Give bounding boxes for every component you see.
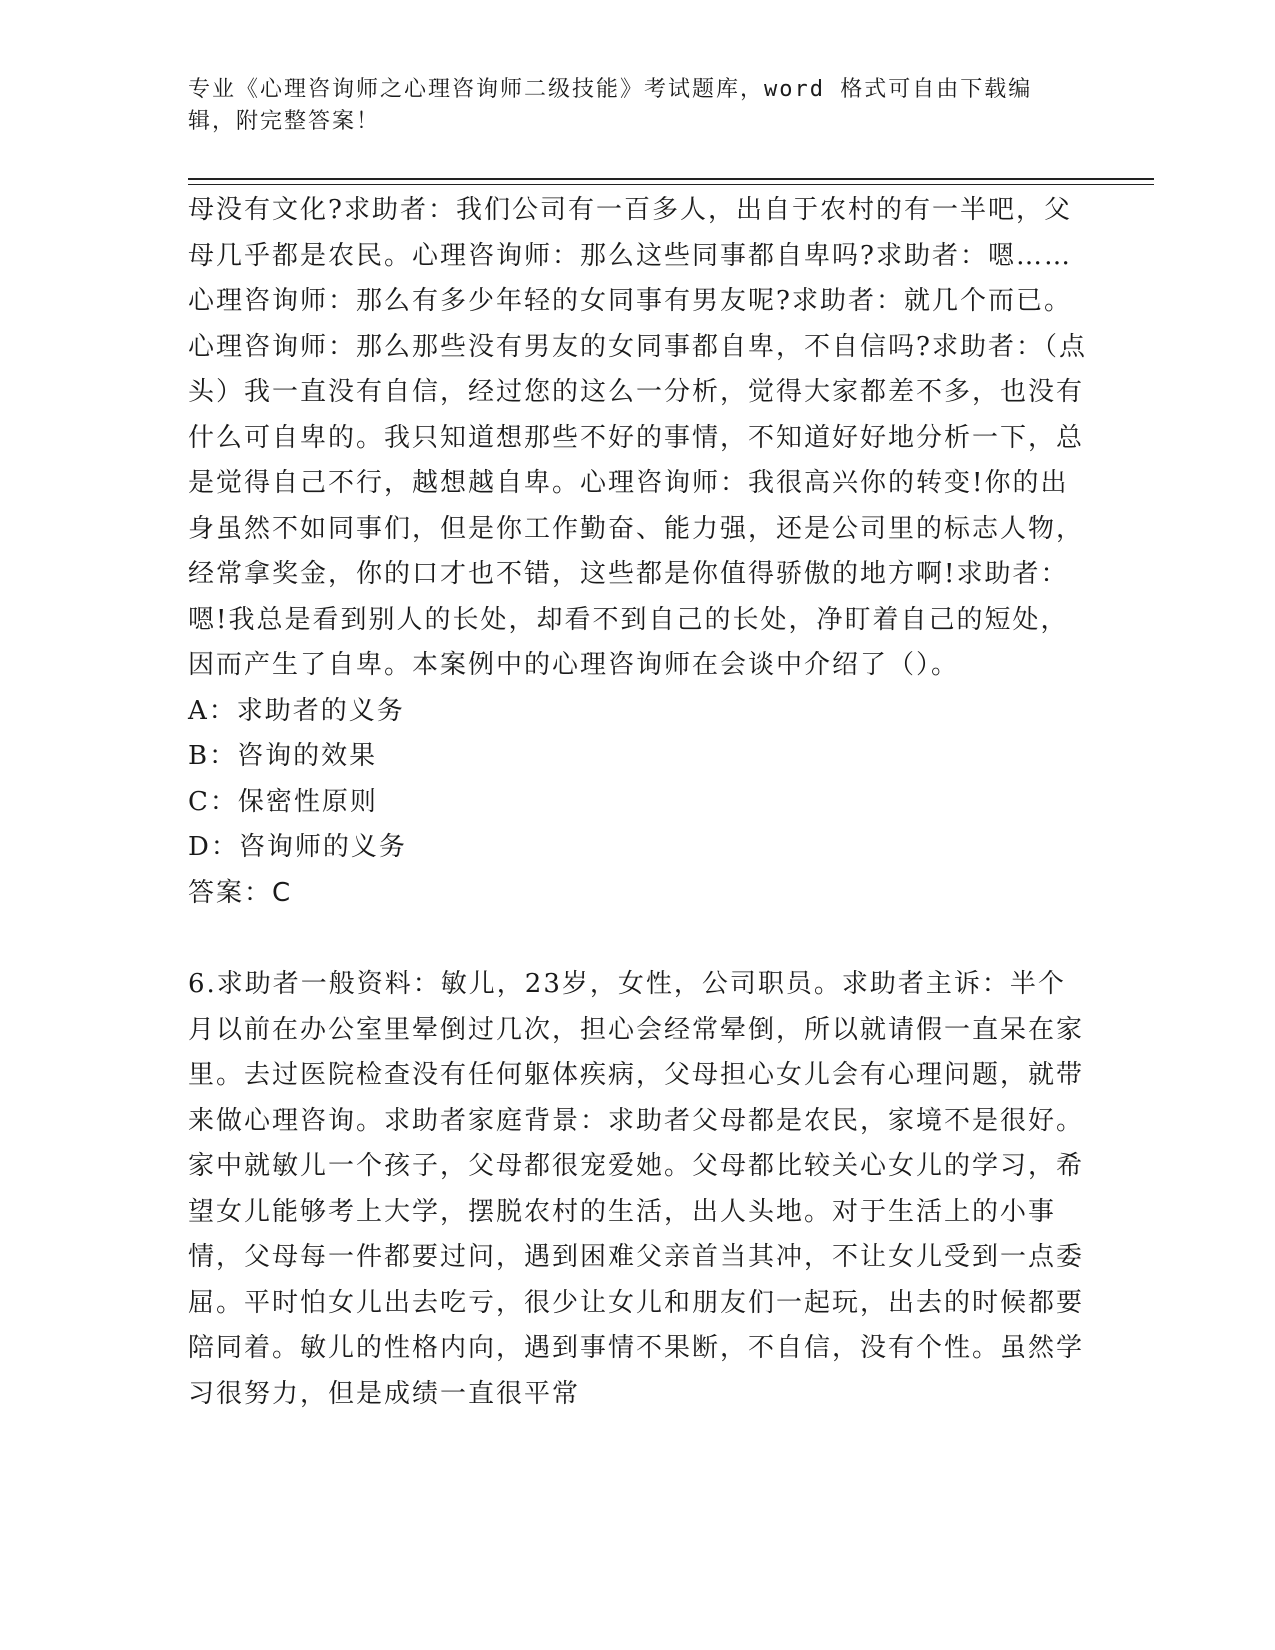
header-divider-thick — [188, 178, 1154, 180]
option-a: A：求助者的义务 — [188, 695, 405, 726]
option-d: D：咨询师的义务 — [188, 832, 407, 862]
document-body — [188, 188, 1088, 1417]
answer-line: 答案：C — [188, 877, 293, 908]
page-header: 专业《心理咨询师之心理咨询师二级技能》考试题库，word 格式可自由下载编辑，附完整答案！ — [188, 77, 1033, 134]
option-c: C：保密性原则 — [188, 786, 378, 817]
header-divider-thin — [188, 184, 1154, 185]
option-b: B：咨询的效果 — [188, 741, 378, 771]
question-5-continuation: 母没有文化?求助者：我们公司有一百多人，出自于农村的有一半吧，父母几乎都是农民。心理咨询师：那么这些同事都自卑吗?求助者：嗯……心理咨询师：那么有多少年轻的女同事有男友呢?求助者：就几个而已。心理咨询师：那么那些没有男友的女同事都自卑，不自信吗?求助者：（点头）我一直没有自信，经过您的这么一分析，觉得大家都差不多，也没有什么可自卑的。我只知道想那些不好的事情，不知道好好地分析一下，总是觉得自己不行，越想越自卑。心理咨询师：我很高兴你的转变!你的出身虽然不如同事们，但是你工作勤奋、能力强，还是公司里的标志人物，经常拿奖金，你的口才也不错，这些都是你值得骄傲的地方啊!求助者：嗯!我总是看到别人的长处，却看不到自己的长处，净盯着自己的短处，因而产生了自卑。本案例中的心理咨询师在会谈中介绍了（）。 — [188, 195, 1087, 680]
section-gap — [188, 916, 1088, 962]
question-6-text: 6.求助者一般资料：敏儿，23岁，女性，公司职员。求助者主诉：半个月以前在办公室里晕倒过几次，担心会经常晕倒，所以就请假一直呆在家里。去过医院检查没有任何躯体疾病，父母担心女儿会有心理问题，就带来做心理咨询。求助者家庭背景：求助者父母都是农民，家境不是很好。家中就敏儿一个孩子，父母都很宠爱她。父母都比较关心女儿的学习，希望女儿能够考上大学，摆脱农村的生活，出人头地。对于生活上的小事情，父母每一件都要过问，遇到困难父亲首当其冲，不让女儿受到一点委屈。平时怕女儿出去吃亏，很少让女儿和朋友们一起玩，出去的时候都要陪同着。敏儿的性格内向，遇到事情不果断，不自信，没有个性。虽然学习很努力，但是成绩一直很平常 — [188, 969, 1085, 1409]
